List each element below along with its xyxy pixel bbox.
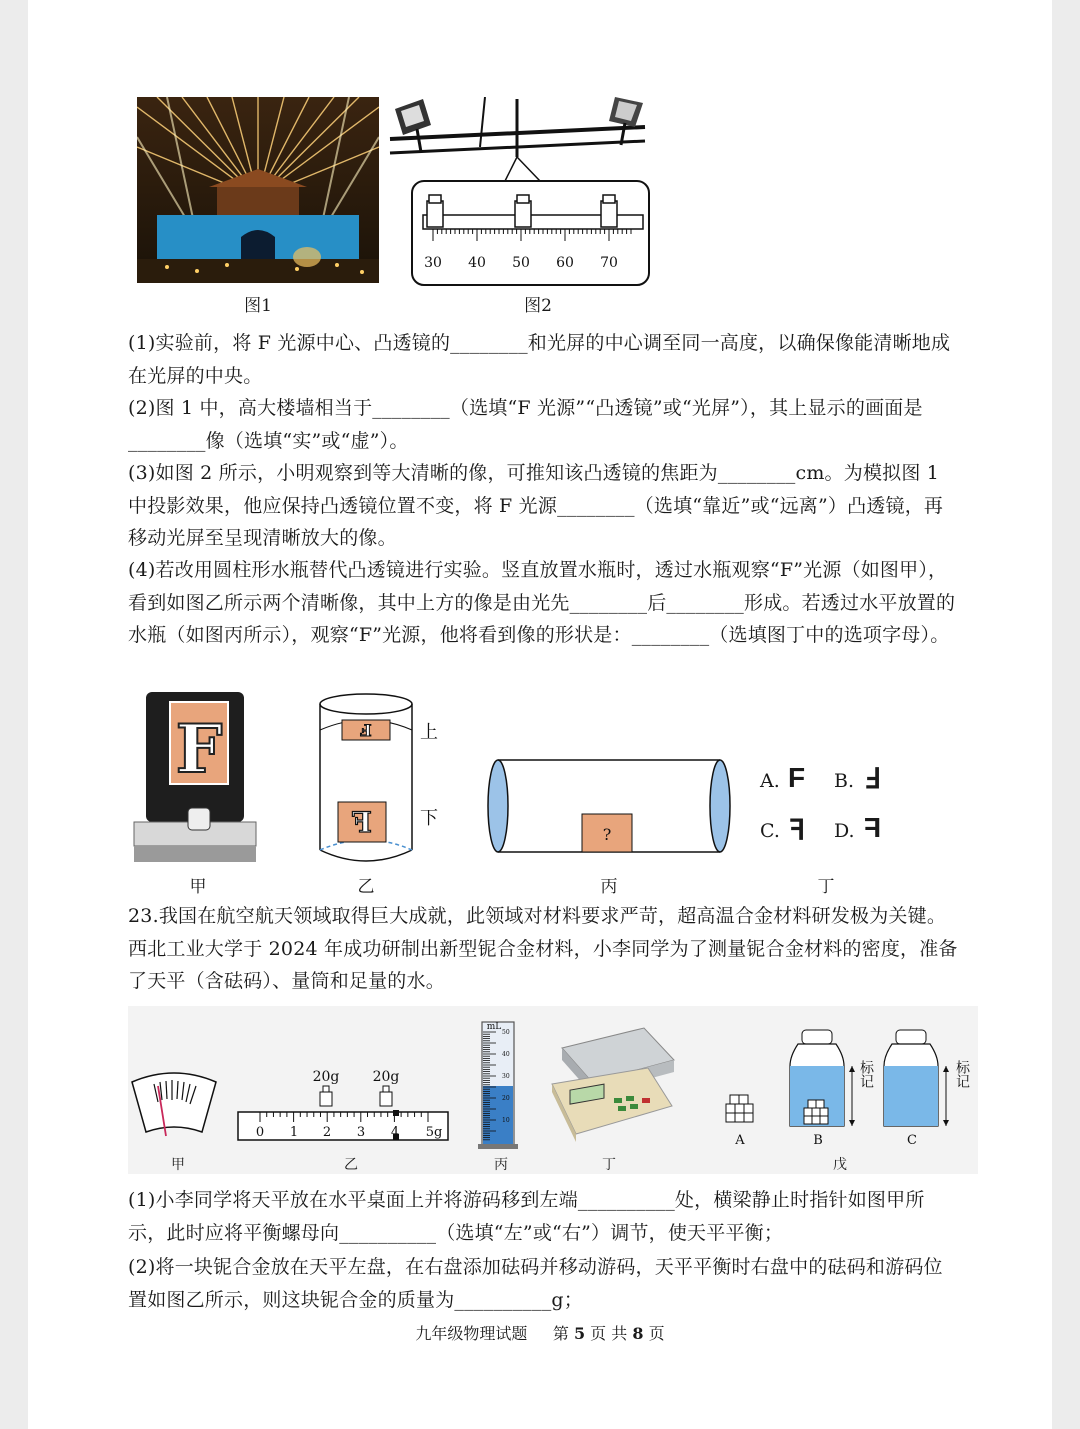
option-c-glyph: Ⅎ <box>788 813 805 844</box>
fig1-label: 图1 <box>244 296 272 316</box>
footer-subject: 九年级物理试题 <box>415 1324 528 1343</box>
fig-23-jia-dial <box>128 1070 220 1140</box>
weight1-label: 20g <box>312 1069 340 1085</box>
page-footer <box>28 1321 1052 1344</box>
footer-page-num: 5 <box>573 1324 586 1343</box>
cyl-tick-50: 50 <box>502 1029 510 1036</box>
fig2-optical-bench <box>385 97 650 289</box>
rider-tick-2: 2 <box>322 1125 332 1140</box>
cyl-tick-30: 30 <box>502 1073 510 1080</box>
option-a-glyph: F <box>788 762 806 793</box>
fig-23-ding-scale <box>548 1024 678 1142</box>
option-c-letter: C. <box>760 820 780 842</box>
fig-jia-f-source <box>130 690 260 866</box>
wu-mark2: 标记 <box>954 1060 970 1088</box>
fig-jia-label: 甲 <box>189 877 207 897</box>
option-d-letter: D. <box>834 820 855 842</box>
rider-tick-5: 5g <box>425 1125 443 1140</box>
fig-23-yi-weights <box>236 1066 452 1148</box>
question-23-1: (1)小李同学将天平放在水平桌面上并将游码移到左端__________处，横梁静止时指针如图甲所示，此时应将平衡螺母向__________（选填“左”或“右”）调节，使天平平衡； <box>128 1189 925 1244</box>
question-22-3: (3)如图 2 所示，小明观察到等大清晰的像，可推知该凸透镜的焦距为________cm。为模拟图 1 中投影效果，他应保持凸透镜位置不变，将 F 光源________（选填“靠近”或“远离”）凸透镜，再移动光屏至呈现清晰放大的像。 <box>128 462 944 549</box>
fig1-projection-photo <box>137 97 379 283</box>
exam-page <box>28 0 1052 1429</box>
weight2-label: 20g <box>372 1069 400 1085</box>
question-23-2: (2)将一块铌合金放在天平左盘，在右盘添加砝码并移动游码，天平平衡时右盘中的砝码和游码位置如图乙所示，则这块铌合金的质量为__________g； <box>128 1256 943 1311</box>
option-b-letter: B. <box>834 770 855 792</box>
ruler-tick-50: 50 <box>512 255 530 271</box>
fig-yi-vertical-bottle <box>316 690 446 868</box>
fig-ding-label: 丁 <box>817 877 835 897</box>
fig-yi-label: 乙 <box>357 877 375 897</box>
wu-c-label: C <box>907 1133 917 1148</box>
cylinder-unit: mL <box>486 1022 502 1032</box>
f-letter: F <box>175 710 223 788</box>
cyl-tick-10: 10 <box>502 1117 510 1124</box>
question-22-2: (2)图 1 中，高大楼墙相当于________（选填“F 光源”“凸透镜”或“光屏”），其上显示的画面是________像（选填“实”或“虚”）。 <box>128 397 923 452</box>
fig-ding-options <box>760 764 900 854</box>
fig-23-wu-label: 戊 <box>833 1157 847 1173</box>
rider-tick-4: 4 <box>390 1125 400 1140</box>
question-22-1: (1)实验前，将 F 光源中心、凸透镜的________和光屏的中心调至同一高度，以确保像能清晰地成在光屏的中央。 <box>128 332 951 387</box>
fig-bing-horizontal-bottle <box>486 756 734 856</box>
down-label: 下 <box>420 808 438 829</box>
svg-text:Ⅎ: Ⅎ <box>360 721 372 740</box>
question-22-4: (4)若改用圆柱形水瓶替代凸透镜进行实验。竖直放置水瓶时，透过水瓶观察“F”光源（如图甲），看到如图乙所示两个清晰像，其中上方的像是由光先________后________形成。若透过水平放置的水瓶（如图丙所示），观察“F”光源，他将看到像的形状是：________（选填图丁中的选项字母）。 <box>128 559 956 646</box>
fig-bing-label: 丙 <box>600 877 618 897</box>
option-a-letter: A. <box>760 770 780 792</box>
footer-page-total: 8 <box>632 1324 644 1343</box>
fig2-label: 图2 <box>524 296 552 316</box>
wu-mark1: 标记 <box>858 1060 874 1088</box>
option-d-glyph: F <box>864 812 882 843</box>
fig-23-ding-label: 丁 <box>602 1157 616 1173</box>
cyl-tick-20: 20 <box>502 1095 510 1102</box>
cyl-tick-40: 40 <box>502 1051 510 1058</box>
question-23-intro: 23.我国在航空航天领域取得巨大成就，此领域对材料要求严苛，超高温合金材料研发极为关键。西北工业大学于 2024 年成功研制出新型铌合金材料，小李同学为了测量铌合金材料的密度，准备了天平（含砝码）、量筒和足量的水。 <box>128 905 958 992</box>
question-mark: ? <box>602 825 612 844</box>
up-label: 上 <box>420 722 438 743</box>
svg-text:ꟻ: ꟻ <box>352 806 372 839</box>
rider-tick-0: 0 <box>255 1125 265 1140</box>
fig-23-yi-label: 乙 <box>344 1157 358 1173</box>
footer-page-mid: 页 共 <box>590 1324 628 1343</box>
footer-page-prefix: 第 <box>552 1324 569 1343</box>
rider-tick-3: 3 <box>356 1125 366 1140</box>
rider-tick-1: 1 <box>289 1125 299 1140</box>
fig-23-bing-label: 丙 <box>494 1157 508 1173</box>
fig-23-jia-label: 甲 <box>171 1157 185 1173</box>
wu-a-label: A <box>735 1133 745 1148</box>
ruler-tick-70: 70 <box>600 255 618 271</box>
option-b-glyph: Ⅎ <box>864 763 881 794</box>
ruler-tick-30: 30 <box>424 255 442 271</box>
fig-23-bing-cylinder <box>476 1008 520 1150</box>
wu-b-label: B <box>813 1133 823 1148</box>
footer-page-suffix: 页 <box>648 1324 665 1343</box>
ruler-tick-40: 40 <box>468 255 486 271</box>
fig-23-wu-bottles <box>718 1026 980 1152</box>
ruler-tick-60: 60 <box>556 255 574 271</box>
